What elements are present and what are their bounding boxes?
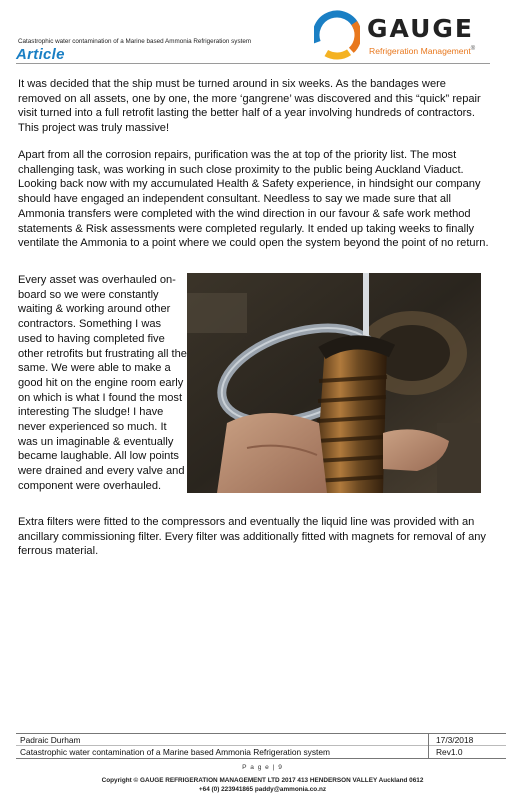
footer-midrule	[16, 745, 506, 746]
footer-date: 17/3/2018	[436, 735, 474, 745]
paragraph-2: Apart from all the corrosion repairs, purification was the at top of the priority list. The most challenging task, was working in such close proximity to the public being Auckland Viaduct. Looking back now with my accumulated Health & Safety experience, in hindsight our company should have engaged an independent consultant. Needless to say we made sure that all Ammonia transfers were completed with the wind direction in our favour & safe work method statements & Risk assessments were completed regularly. It ended up taking weeks to finally ventilate the Ammonia to a point where we could open the system beyond the point of no return.	[18, 149, 489, 250]
document-subtitle: Catastrophic water contamination of a Marine based Ammonia Refrigeration system	[18, 38, 252, 45]
footer-author: Padraic Durham	[20, 735, 81, 745]
footer-table	[16, 733, 506, 759]
sludge-pipe-photo	[187, 273, 481, 493]
paragraph-4: Extra filters were fitted to the compressors and eventually the liquid line was provided with an ancillary commissioning filter. Every filter was additionally fitted with magnets for removal of any ferrous material.	[18, 516, 486, 558]
logo-wordmark: GAUGE	[367, 14, 474, 43]
copyright-block	[0, 776, 525, 794]
section-label: Article	[16, 46, 65, 63]
copyright-line-1: Copyright © GAUGE REFRIGERATION MANAGEMENT LTD 2017 413 HENDERSON VALLEY Auckland 0612	[101, 777, 424, 784]
gauge-logo	[314, 8, 500, 62]
footer-divider	[428, 734, 429, 758]
logo-tagline-text: Refrigeration Management	[369, 46, 471, 56]
logo-tagline	[369, 46, 475, 56]
paragraph-1: It was decided that the ship must be turned around in six weeks. As the bandages were removed on all assets, one by one, the more ‘gangrene’ was discovered and this “quick” repair visit turned into a full retrofit lasting the better half of a year involving hundreds of contractors. This project was truly massive!	[18, 78, 481, 135]
logo-registered-mark: ®	[470, 46, 476, 52]
footer-revision: Rev1.0	[436, 747, 463, 757]
page-number: P a g e | 9	[242, 764, 283, 771]
footer-doc-title: Catastrophic water contamination of a Marine based Ammonia Refrigeration system	[20, 747, 331, 757]
copyright-line-2: +64 (0) 223941865 paddy@ammonia.co.nz	[198, 786, 327, 793]
paragraph-3: Every asset was overhauled on-board so we were constantly waiting & working around other contractors. Something I was used to having completed five other retrofits but frustrating all the same. We were able to make a good hit on the engine room early on which is what I found the most interesting The sludge! I have never experienced so much. It was un imaginable & eventually became laughable. All low points were drained and every valve and component were overhauled.	[18, 274, 187, 492]
header-rule	[16, 63, 490, 64]
gauge-logo-mark-icon	[314, 10, 360, 60]
